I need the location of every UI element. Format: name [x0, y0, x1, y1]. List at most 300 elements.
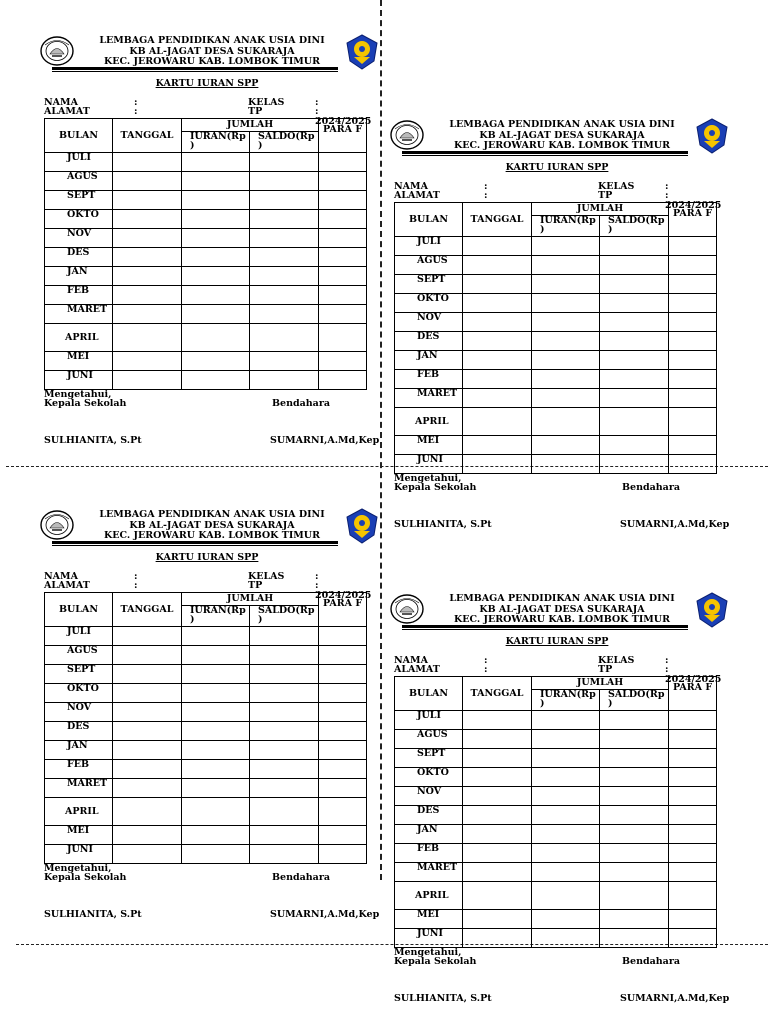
- empty-cell: [463, 863, 532, 882]
- bendahara-name: SUMARNI,A.Md,Kep: [270, 909, 380, 920]
- empty-cell: [113, 722, 182, 741]
- empty-cell: [182, 798, 250, 826]
- month-cell: OKTO: [45, 684, 113, 703]
- empty-cell: [319, 845, 367, 864]
- empty-cell: [532, 332, 600, 351]
- month-cell: JAN: [395, 351, 463, 370]
- jumlah-header: JUMLAH: [182, 593, 319, 606]
- empty-cell: [600, 768, 669, 787]
- empty-cell: [182, 371, 250, 390]
- table-row: [45, 229, 367, 248]
- empty-cell: [182, 191, 250, 210]
- table-row: [395, 237, 717, 256]
- alamat-label: ALAMAT: [394, 190, 440, 201]
- empty-cell: [532, 237, 600, 256]
- month-cell: JAN: [45, 267, 113, 286]
- empty-cell: [250, 324, 319, 352]
- empty-cell: [113, 248, 182, 267]
- empty-cell: [113, 352, 182, 371]
- org-line-2: KB AL-JAGAT DESA SUKARAJA: [129, 45, 295, 57]
- month-cell: MARET: [45, 305, 113, 324]
- organization-name: [84, 510, 340, 542]
- mengetahui-label: Mengetahui,: [394, 473, 462, 484]
- alamat-colon: :: [484, 190, 488, 201]
- empty-cell: [669, 730, 717, 749]
- empty-cell: [463, 408, 532, 436]
- empty-cell: [182, 324, 250, 352]
- tanggal-header: TANGGAL: [113, 593, 182, 627]
- saldo-header: SALDO(Rp ): [600, 690, 669, 711]
- header-rule-thin: [402, 629, 688, 630]
- alamat-label: ALAMAT: [44, 106, 90, 117]
- empty-cell: [113, 646, 182, 665]
- kelas-label: KELAS: [598, 181, 635, 192]
- bendahara-label: Bendahara: [272, 872, 331, 883]
- header-rule-thin: [402, 155, 688, 156]
- mengetahui-label: Mengetahui,: [394, 947, 462, 958]
- school-emblem-icon: [390, 592, 424, 626]
- empty-cell: [319, 248, 367, 267]
- table-row: [45, 172, 367, 191]
- signature-block: [44, 389, 380, 450]
- empty-cell: [669, 313, 717, 332]
- month-cell: MEI: [395, 436, 463, 455]
- iuran-header: IURAN(Rp ): [532, 216, 600, 237]
- empty-cell: [250, 153, 319, 172]
- kepala-sekolah-name: SULHIANITA, S.Pt: [44, 435, 142, 446]
- table-row: [395, 863, 717, 882]
- organization-name: [434, 120, 690, 152]
- tp-label: TP: [248, 106, 263, 117]
- month-cell: MARET: [45, 779, 113, 798]
- table-row: [45, 248, 367, 267]
- org-line-2: KB AL-JAGAT DESA SUKARAJA: [129, 519, 295, 531]
- alamat-colon: :: [484, 664, 488, 675]
- table-row: [45, 371, 367, 390]
- empty-cell: [113, 798, 182, 826]
- month-cell: OKTO: [395, 294, 463, 313]
- empty-cell: [113, 210, 182, 229]
- nama-colon: :: [484, 655, 488, 666]
- table-row: [45, 286, 367, 305]
- month-cell: JULI: [45, 153, 113, 172]
- empty-cell: [182, 172, 250, 191]
- empty-cell: [600, 455, 669, 474]
- empty-cell: [319, 741, 367, 760]
- month-cell: SEPT: [395, 275, 463, 294]
- bulan-header: BULAN: [45, 119, 113, 153]
- table-row: [45, 703, 367, 722]
- bendahara-name: SUMARNI,A.Md,Kep: [270, 435, 380, 446]
- empty-cell: [319, 371, 367, 390]
- empty-cell: [532, 313, 600, 332]
- table-row: [45, 191, 367, 210]
- empty-cell: [182, 352, 250, 371]
- tut-wuri-handayani-logo-icon: [694, 592, 730, 628]
- month-cell: DES: [395, 332, 463, 351]
- empty-cell: [532, 929, 600, 948]
- month-cell: JULI: [395, 237, 463, 256]
- spp-card: [44, 508, 380, 924]
- month-cell: FEB: [395, 370, 463, 389]
- empty-cell: [250, 845, 319, 864]
- card-title: KARTU IURAN SPP: [155, 78, 259, 89]
- month-cell: MARET: [395, 863, 463, 882]
- bendahara-name: SUMARNI,A.Md,Kep: [620, 519, 730, 530]
- empty-cell: [250, 210, 319, 229]
- month-cell: JUNI: [395, 929, 463, 948]
- month-cell: DES: [395, 806, 463, 825]
- card-header: [44, 508, 370, 544]
- table-row: [395, 408, 717, 436]
- empty-cell: [600, 351, 669, 370]
- empty-cell: [463, 436, 532, 455]
- tp-label: TP: [248, 580, 263, 591]
- bulan-header: BULAN: [395, 677, 463, 711]
- nama-colon: :: [484, 181, 488, 192]
- empty-cell: [669, 882, 717, 910]
- empty-cell: [669, 389, 717, 408]
- month-cell: JULI: [45, 627, 113, 646]
- spp-card: [44, 34, 380, 450]
- empty-cell: [113, 741, 182, 760]
- empty-cell: [113, 779, 182, 798]
- table-row: [395, 436, 717, 455]
- header-rule: [402, 625, 688, 628]
- table-row: [45, 267, 367, 286]
- empty-cell: [463, 730, 532, 749]
- table-row: [395, 370, 717, 389]
- table-row: [395, 294, 717, 313]
- empty-cell: [532, 730, 600, 749]
- empty-cell: [532, 882, 600, 910]
- empty-cell: [463, 455, 532, 474]
- paraf-header: PARA F: [669, 677, 717, 711]
- month-cell: DES: [45, 722, 113, 741]
- kepala-sekolah-label: Kepala Sekolah: [44, 398, 127, 409]
- school-emblem-icon: [40, 34, 74, 68]
- month-cell: AGUS: [395, 256, 463, 275]
- empty-cell: [669, 455, 717, 474]
- empty-cell: [250, 646, 319, 665]
- empty-cell: [669, 844, 717, 863]
- table-row: [395, 749, 717, 768]
- empty-cell: [113, 153, 182, 172]
- kelas-label: KELAS: [248, 97, 285, 108]
- card-header: [44, 34, 370, 70]
- payment-table: [44, 592, 367, 864]
- empty-cell: [182, 845, 250, 864]
- alamat-label: ALAMAT: [394, 664, 440, 675]
- empty-cell: [250, 760, 319, 779]
- month-cell: OKTO: [395, 768, 463, 787]
- month-cell: MEI: [395, 910, 463, 929]
- iuran-header: IURAN(Rp ): [182, 132, 250, 153]
- paraf-header: PARA F: [319, 593, 367, 627]
- kelas-colon: :: [665, 655, 669, 666]
- table-row: [395, 711, 717, 730]
- signature-block: [44, 863, 380, 924]
- empty-cell: [319, 665, 367, 684]
- month-cell: APRIL: [45, 798, 113, 826]
- kelas-colon: :: [665, 181, 669, 192]
- empty-cell: [600, 711, 669, 730]
- table-row: [45, 760, 367, 779]
- card-title: KARTU IURAN SPP: [505, 162, 609, 173]
- month-cell: JAN: [395, 825, 463, 844]
- month-cell: NOV: [45, 703, 113, 722]
- month-cell: JUNI: [45, 371, 113, 390]
- vertical-cut-line: [380, 0, 382, 880]
- iuran-header: IURAN(Rp ): [532, 690, 600, 711]
- empty-cell: [319, 826, 367, 845]
- empty-cell: [250, 286, 319, 305]
- tut-wuri-handayani-logo-icon: [344, 508, 380, 544]
- empty-cell: [532, 436, 600, 455]
- month-cell: SEPT: [395, 749, 463, 768]
- empty-cell: [463, 313, 532, 332]
- org-line-1: LEMBAGA PENDIDIKAN ANAK USIA DINI: [449, 593, 675, 604]
- tanggal-header: TANGGAL: [463, 677, 532, 711]
- table-row: [45, 665, 367, 684]
- kelas-label: KELAS: [248, 571, 285, 582]
- jumlah-header: JUMLAH: [532, 677, 669, 690]
- month-cell: DES: [45, 248, 113, 267]
- empty-cell: [182, 646, 250, 665]
- empty-cell: [600, 929, 669, 948]
- alamat-label: ALAMAT: [44, 580, 90, 591]
- empty-cell: [600, 910, 669, 929]
- empty-cell: [532, 389, 600, 408]
- table-row: [45, 845, 367, 864]
- saldo-header: SALDO(Rp ): [250, 606, 319, 627]
- empty-cell: [669, 910, 717, 929]
- card-title: KARTU IURAN SPP: [155, 552, 259, 563]
- empty-cell: [319, 646, 367, 665]
- empty-cell: [463, 768, 532, 787]
- empty-cell: [532, 711, 600, 730]
- table-row: [45, 722, 367, 741]
- empty-cell: [113, 371, 182, 390]
- empty-cell: [600, 844, 669, 863]
- month-cell: MEI: [45, 826, 113, 845]
- month-cell: AGUS: [395, 730, 463, 749]
- empty-cell: [113, 665, 182, 684]
- empty-cell: [113, 845, 182, 864]
- empty-cell: [600, 730, 669, 749]
- empty-cell: [113, 760, 182, 779]
- org-line-1: LEMBAGA PENDIDIKAN ANAK USIA DINI: [99, 509, 325, 520]
- tut-wuri-handayani-logo-icon: [694, 118, 730, 154]
- table-row: [395, 275, 717, 294]
- empty-cell: [319, 286, 367, 305]
- kepala-sekolah-name: SULHIANITA, S.Pt: [394, 993, 492, 1004]
- table-row: [395, 806, 717, 825]
- empty-cell: [532, 455, 600, 474]
- empty-cell: [532, 844, 600, 863]
- empty-cell: [319, 798, 367, 826]
- org-line-2: KB AL-JAGAT DESA SUKARAJA: [479, 603, 645, 615]
- empty-cell: [319, 760, 367, 779]
- empty-cell: [319, 153, 367, 172]
- table-row: [45, 646, 367, 665]
- empty-cell: [319, 684, 367, 703]
- empty-cell: [600, 294, 669, 313]
- saldo-header: SALDO(Rp ): [600, 216, 669, 237]
- month-cell: JUNI: [45, 845, 113, 864]
- bulan-header: BULAN: [45, 593, 113, 627]
- month-cell: OKTO: [45, 210, 113, 229]
- empty-cell: [600, 806, 669, 825]
- table-row: [395, 929, 717, 948]
- empty-cell: [463, 332, 532, 351]
- empty-cell: [182, 760, 250, 779]
- empty-cell: [463, 370, 532, 389]
- empty-cell: [319, 305, 367, 324]
- empty-cell: [600, 370, 669, 389]
- empty-cell: [250, 665, 319, 684]
- empty-cell: [113, 172, 182, 191]
- table-row: [395, 730, 717, 749]
- empty-cell: [250, 267, 319, 286]
- empty-cell: [669, 275, 717, 294]
- org-line-3: KEC. JEROWARU KAB. LOMBOK TIMUR: [454, 614, 670, 625]
- header-rule: [52, 67, 338, 70]
- empty-cell: [182, 779, 250, 798]
- month-cell: FEB: [45, 286, 113, 305]
- empty-cell: [669, 749, 717, 768]
- month-cell: NOV: [395, 787, 463, 806]
- empty-cell: [250, 703, 319, 722]
- signature-block: [394, 473, 730, 534]
- empty-cell: [319, 172, 367, 191]
- empty-cell: [463, 882, 532, 910]
- table-row: [45, 210, 367, 229]
- empty-cell: [532, 749, 600, 768]
- header-rule: [52, 541, 338, 544]
- table-row: [395, 455, 717, 474]
- empty-cell: [113, 627, 182, 646]
- month-cell: AGUS: [45, 646, 113, 665]
- empty-cell: [600, 825, 669, 844]
- table-row: [45, 352, 367, 371]
- empty-cell: [600, 408, 669, 436]
- empty-cell: [463, 844, 532, 863]
- empty-cell: [182, 741, 250, 760]
- table-row: [395, 787, 717, 806]
- empty-cell: [669, 408, 717, 436]
- empty-cell: [113, 267, 182, 286]
- empty-cell: [182, 703, 250, 722]
- alamat-colon: :: [134, 106, 138, 117]
- tanggal-header: TANGGAL: [463, 203, 532, 237]
- empty-cell: [250, 627, 319, 646]
- empty-cell: [250, 722, 319, 741]
- empty-cell: [113, 703, 182, 722]
- table-row: [395, 910, 717, 929]
- empty-cell: [532, 910, 600, 929]
- empty-cell: [532, 408, 600, 436]
- bendahara-label: Bendahara: [272, 398, 331, 409]
- empty-cell: [532, 768, 600, 787]
- kelas-colon: :: [315, 97, 319, 108]
- empty-cell: [250, 779, 319, 798]
- tut-wuri-handayani-logo-icon: [344, 34, 380, 70]
- nama-label: NAMA: [394, 181, 428, 192]
- table-row: [395, 332, 717, 351]
- empty-cell: [182, 627, 250, 646]
- tp-value: : 2024/2025: [665, 190, 722, 211]
- empty-cell: [463, 256, 532, 275]
- empty-cell: [250, 371, 319, 390]
- empty-cell: [463, 825, 532, 844]
- month-cell: SEPT: [45, 191, 113, 210]
- empty-cell: [250, 798, 319, 826]
- empty-cell: [600, 256, 669, 275]
- saldo-header: SALDO(Rp ): [250, 132, 319, 153]
- empty-cell: [463, 806, 532, 825]
- empty-cell: [113, 191, 182, 210]
- header-rule-thin: [52, 545, 338, 546]
- table-row: [395, 256, 717, 275]
- empty-cell: [669, 332, 717, 351]
- month-cell: MARET: [395, 389, 463, 408]
- empty-cell: [463, 275, 532, 294]
- empty-cell: [113, 684, 182, 703]
- empty-cell: [113, 305, 182, 324]
- kepala-sekolah-label: Kepala Sekolah: [394, 956, 477, 967]
- table-row: [45, 826, 367, 845]
- empty-cell: [250, 741, 319, 760]
- bulan-header: BULAN: [395, 203, 463, 237]
- empty-cell: [319, 267, 367, 286]
- empty-cell: [600, 237, 669, 256]
- tp-value: : 2024/2025: [315, 580, 372, 601]
- empty-cell: [463, 929, 532, 948]
- empty-cell: [669, 370, 717, 389]
- nama-colon: :: [134, 97, 138, 108]
- tp-value: : 2024/2025: [665, 664, 722, 685]
- organization-name: [84, 36, 340, 68]
- kepala-sekolah-label: Kepala Sekolah: [394, 482, 477, 493]
- empty-cell: [532, 275, 600, 294]
- empty-cell: [669, 768, 717, 787]
- empty-cell: [463, 787, 532, 806]
- empty-cell: [182, 684, 250, 703]
- paraf-header: PARA F: [669, 203, 717, 237]
- empty-cell: [463, 351, 532, 370]
- empty-cell: [669, 711, 717, 730]
- nama-label: NAMA: [44, 571, 78, 582]
- card-title: KARTU IURAN SPP: [505, 636, 609, 647]
- bendahara-label: Bendahara: [622, 482, 681, 493]
- empty-cell: [669, 929, 717, 948]
- empty-cell: [250, 684, 319, 703]
- empty-cell: [319, 722, 367, 741]
- org-line-2: KB AL-JAGAT DESA SUKARAJA: [479, 129, 645, 141]
- empty-cell: [600, 436, 669, 455]
- empty-cell: [113, 286, 182, 305]
- empty-cell: [669, 256, 717, 275]
- empty-cell: [463, 910, 532, 929]
- table-row: [395, 825, 717, 844]
- empty-cell: [463, 294, 532, 313]
- empty-cell: [250, 191, 319, 210]
- payment-table: [44, 118, 367, 390]
- kepala-sekolah-label: Kepala Sekolah: [44, 872, 127, 883]
- empty-cell: [319, 210, 367, 229]
- bendahara-label: Bendahara: [622, 956, 681, 967]
